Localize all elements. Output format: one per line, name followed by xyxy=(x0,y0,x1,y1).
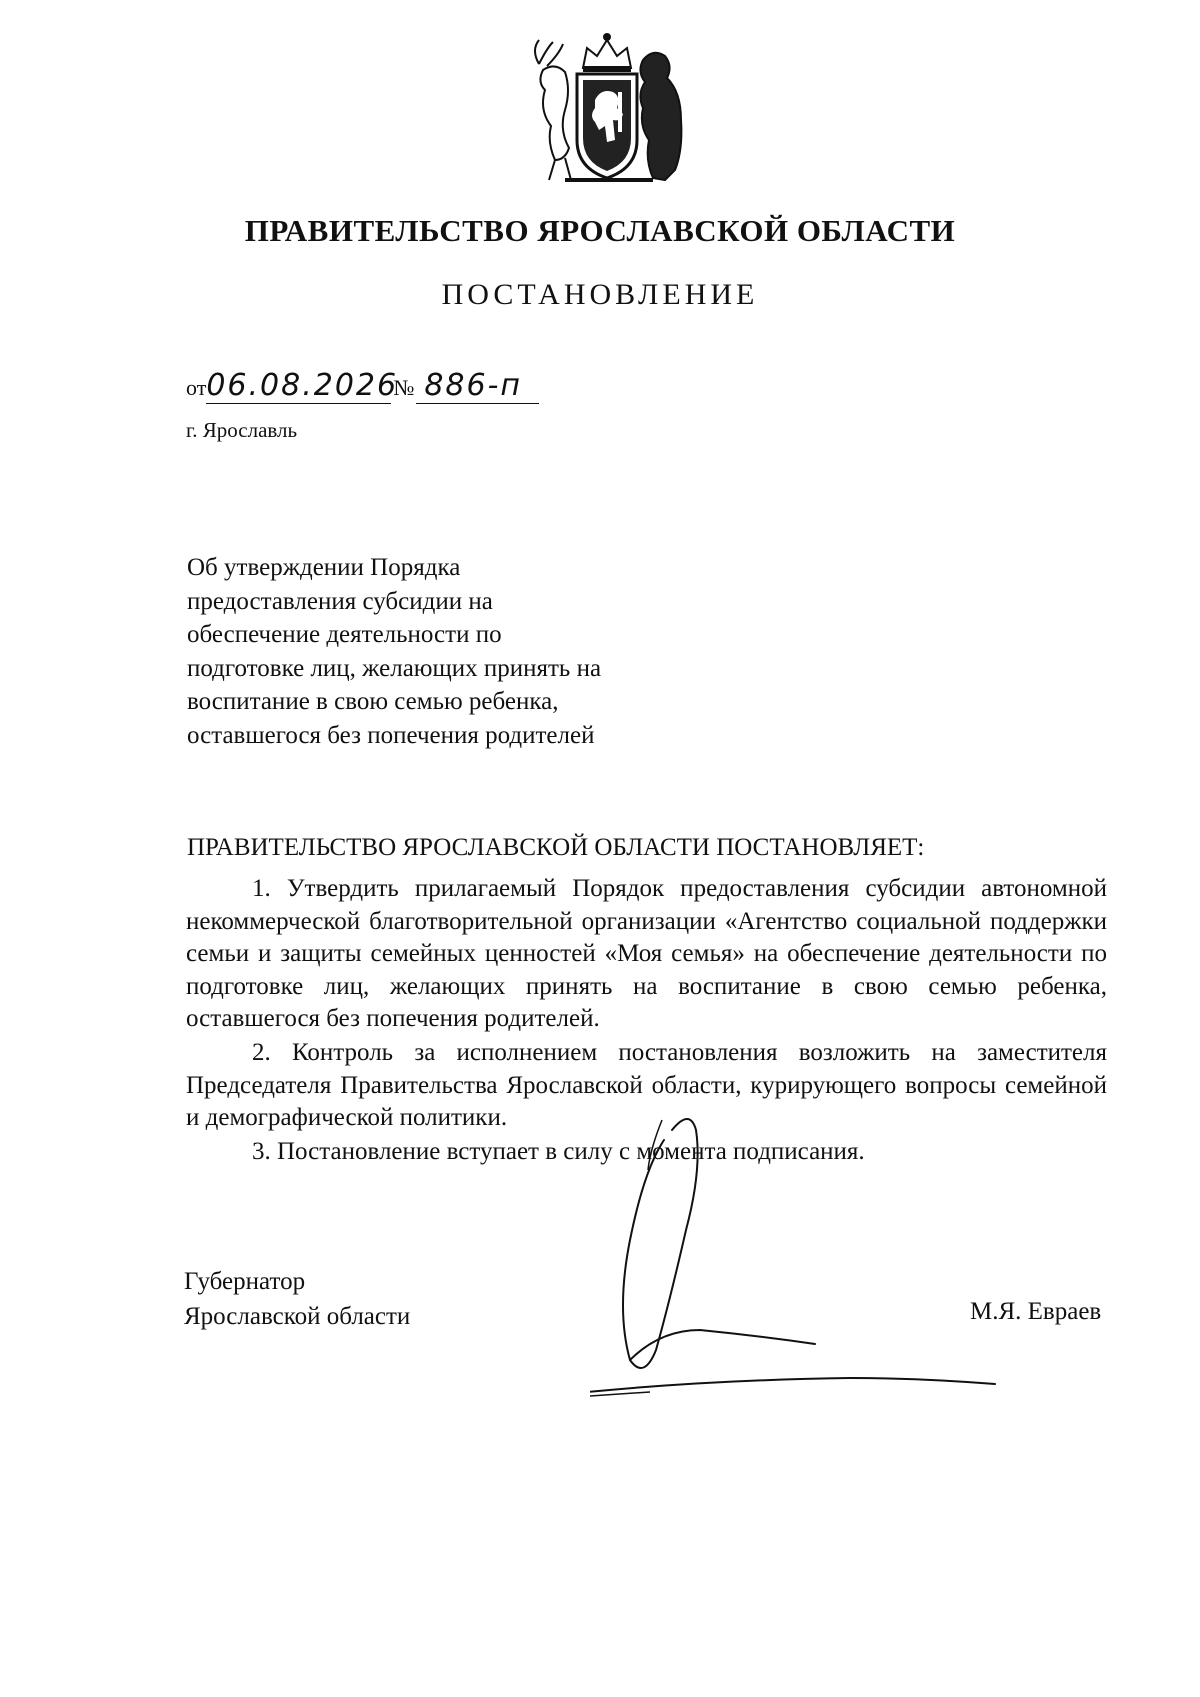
signer-name: М.Я. Евраев xyxy=(970,1298,1102,1325)
yaroslavl-coat-of-arms-icon xyxy=(525,30,690,190)
resolution-item-1: 1. Утвердить прилагаемый Порядок предоставления субсидии автономной некоммерческой благотворительной организации «Агентство социальной поддержки семьи и защиты семейных ценностей «Моя семья» на обеспечение деятельности по подготовке лиц, желающих принять на воспитание в свою семью ребенка, оставшегося без попечения родителей. xyxy=(186,875,1107,1032)
date-number-row xyxy=(186,368,539,404)
number-prefix: № xyxy=(393,375,415,400)
signer-position xyxy=(184,1264,410,1334)
resolution-item-3: 3. Постановление вступает в силу с момента подписания. xyxy=(252,1138,865,1165)
date-value: 06.08.2026 xyxy=(206,368,399,403)
document-type-title: ПОСТАНОВЛЕНИЕ xyxy=(441,278,759,311)
organization-title: ПРАВИТЕЛЬСТВО ЯРОСЛАВСКОЙ ОБЛАСТИ xyxy=(244,213,956,248)
city-line: г. Ярославль xyxy=(186,418,298,442)
document-subject: Об утверждении Порядка предоставления субсидии на обеспечение деятельности по подготовке лиц, желающих принять на воспитание в свою семью ребенка, оставшегося без попечения родителей xyxy=(187,554,602,749)
resolution-item-2: 2. Контроль за исполнением постановления возложить на заместителя Председателя Правительства Ярославской области, курирующего вопросы семейной и демографической политики. xyxy=(186,1039,1107,1131)
resolves-heading: ПРАВИТЕЛЬСТВО ЯРОСЛАВСКОЙ ОБЛАСТИ ПОСТАНОВЛЯЕТ: xyxy=(187,834,925,861)
signer-position-line-2: Ярославской области xyxy=(184,1303,411,1330)
signer-position-line-1: Губернатор xyxy=(184,1268,306,1295)
date-prefix: от xyxy=(186,375,207,400)
handwritten-signature-icon xyxy=(590,1110,1000,1400)
number-value: 886-п xyxy=(416,368,539,404)
